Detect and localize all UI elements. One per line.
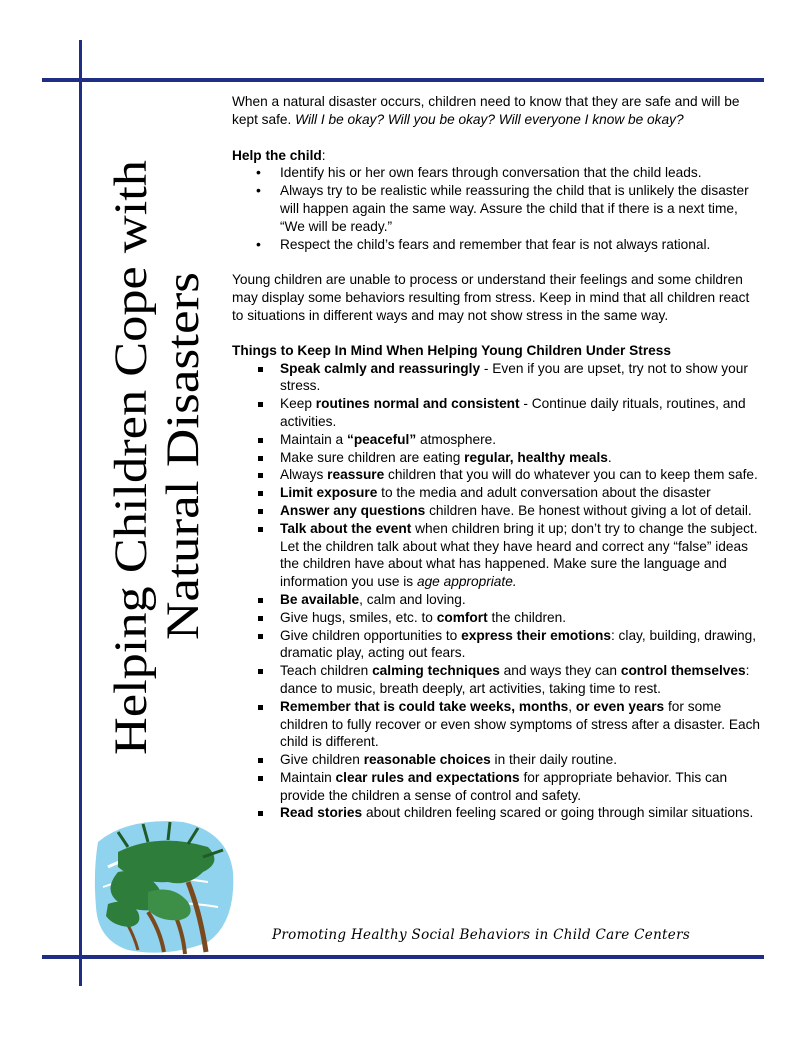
item-text: - Continue daily rituals, routines, and activities. bbox=[280, 396, 746, 429]
emphasis-text: Talk about the event bbox=[280, 520, 412, 536]
emphasis-text: Speak calmly and reassuringly bbox=[280, 360, 481, 376]
item-text: for some children to fully recover or even show symptoms of stress after a disaster. Each child is different. bbox=[280, 698, 761, 750]
list-item: • Identify his or her own fears through conversation that the child leads. bbox=[232, 164, 762, 182]
footer-tagline: Promoting Healthy Social Behaviors in Child Care Centers bbox=[272, 927, 691, 943]
intro-questions: Will I be okay? Will you be okay? Will everyone I know be okay? bbox=[295, 111, 684, 127]
page-title bbox=[100, 160, 210, 755]
item-text: Make sure children are eating bbox=[280, 449, 465, 465]
list-item bbox=[232, 360, 762, 396]
item-text: Keep bbox=[280, 396, 316, 412]
help-child-heading: Help the child bbox=[232, 147, 322, 163]
title-line-2: Natural Disasters bbox=[157, 315, 209, 640]
item-text: when children bring it up; don’t try to change the subject. Let the children talk about what they have heard and correct any “false” ideas the children have about what has happened. Make sure the language and information you use is bbox=[280, 520, 758, 590]
intro-text: When a natural disaster occurs, children need to know that they are safe and will be kept safe. bbox=[232, 94, 740, 127]
list-item bbox=[232, 751, 762, 769]
help-child-heading-line bbox=[232, 147, 762, 165]
list-item: • Respect the child’s fears and remember that fear is not always rational. bbox=[232, 236, 762, 254]
item-text: . bbox=[607, 449, 612, 465]
item-text: Always bbox=[280, 467, 328, 483]
emphasis-text: or even years bbox=[575, 698, 665, 714]
italic-text: age appropriate. bbox=[416, 574, 517, 590]
main-content bbox=[232, 93, 762, 822]
item-text: to the media and adult conversation about the disaster bbox=[377, 485, 711, 501]
item-text: and ways they can bbox=[499, 663, 621, 679]
emphasis-text: reassure bbox=[327, 467, 385, 483]
emphasis-text: clear rules and expectations bbox=[335, 769, 520, 785]
list-item bbox=[232, 804, 762, 822]
list-item bbox=[232, 484, 762, 502]
item-text: - Even if you are upset, try not to show your stress. bbox=[280, 360, 748, 394]
item-text: the children. bbox=[487, 609, 567, 625]
emphasis-text: Read stories bbox=[280, 805, 363, 821]
emphasis-text: comfort bbox=[436, 609, 488, 625]
item-text: Maintain a bbox=[280, 431, 347, 447]
list-item bbox=[232, 698, 762, 751]
wind-blown-palm-trees-icon bbox=[88, 812, 238, 958]
top-divider-rule bbox=[42, 78, 764, 82]
item-text: , bbox=[568, 698, 576, 714]
item-text: Give children opportunities to bbox=[280, 627, 462, 643]
things-heading: Things to Keep In Mind When Helping Young Children Under Stress bbox=[232, 342, 672, 358]
emphasis-text: Be available bbox=[280, 591, 360, 607]
left-divider-rule bbox=[79, 40, 82, 986]
heading-colon: : bbox=[321, 147, 326, 163]
item-text: Give children bbox=[280, 752, 364, 768]
item-text: children that you will do whatever you can to keep them safe. bbox=[384, 467, 758, 483]
item-text: Maintain bbox=[280, 769, 336, 785]
emphasis-text: control themselves bbox=[620, 663, 746, 679]
emphasis-text: regular, healthy meals bbox=[464, 449, 608, 465]
emphasis-text: Limit exposure bbox=[280, 485, 378, 501]
emphasis-text: Remember that is could take weeks, months bbox=[280, 698, 569, 714]
list-item bbox=[232, 502, 762, 520]
emphasis-text: routines normal and consistent bbox=[315, 396, 520, 412]
things-list bbox=[232, 360, 762, 823]
list-item bbox=[232, 520, 762, 591]
list-item bbox=[232, 449, 762, 467]
item-text: Give hugs, smiles, etc. to bbox=[280, 609, 437, 625]
title-line-1: Helping Children Cope with bbox=[105, 221, 157, 755]
item-text: : dance to music, breath deeply, art activities, taking time to rest. bbox=[280, 663, 750, 696]
item-text: atmosphere. bbox=[416, 431, 497, 447]
emphasis-text: Answer any questions bbox=[280, 502, 426, 518]
item-text: children have. Be honest without giving a lot of detail. bbox=[425, 502, 752, 518]
item-text: , calm and loving. bbox=[359, 591, 466, 607]
emphasis-text: express their emotions bbox=[461, 627, 611, 643]
list-item bbox=[232, 627, 762, 663]
list-item bbox=[232, 431, 762, 449]
intro-paragraph bbox=[232, 93, 762, 129]
item-text: about children feeling scared or going through similar situations. bbox=[362, 805, 754, 821]
list-item bbox=[232, 769, 762, 805]
list-item bbox=[232, 609, 762, 627]
emphasis-text: reasonable choices bbox=[363, 752, 491, 768]
item-text: : clay, building, drawing, dramatic play, acting out fears. bbox=[280, 627, 757, 661]
item-text: for appropriate behavior. This can provide the children a sense of control and safety. bbox=[280, 769, 728, 803]
list-item bbox=[232, 591, 762, 609]
list-item: • Always try to be realistic while reassuring the child that is unlikely the disaster will happen again the same way. Assure the child that if there is a next time, “We will be ready.” bbox=[232, 182, 762, 235]
list-item bbox=[232, 662, 762, 698]
item-text: Teach children bbox=[280, 663, 373, 679]
list-item bbox=[232, 466, 762, 484]
item-text: in their daily routine. bbox=[490, 752, 618, 768]
emphasis-text: calming techniques bbox=[372, 663, 500, 679]
help-child-list bbox=[232, 164, 762, 253]
list-item bbox=[232, 395, 762, 431]
emphasis-text: “peaceful” bbox=[346, 431, 417, 447]
stress-paragraph: Young children are unable to process or understand their feelings and some children may display some behaviors resulting from stress. Keep in mind that all children react to situations in different ways and may not show stress in the same way. bbox=[232, 272, 750, 323]
